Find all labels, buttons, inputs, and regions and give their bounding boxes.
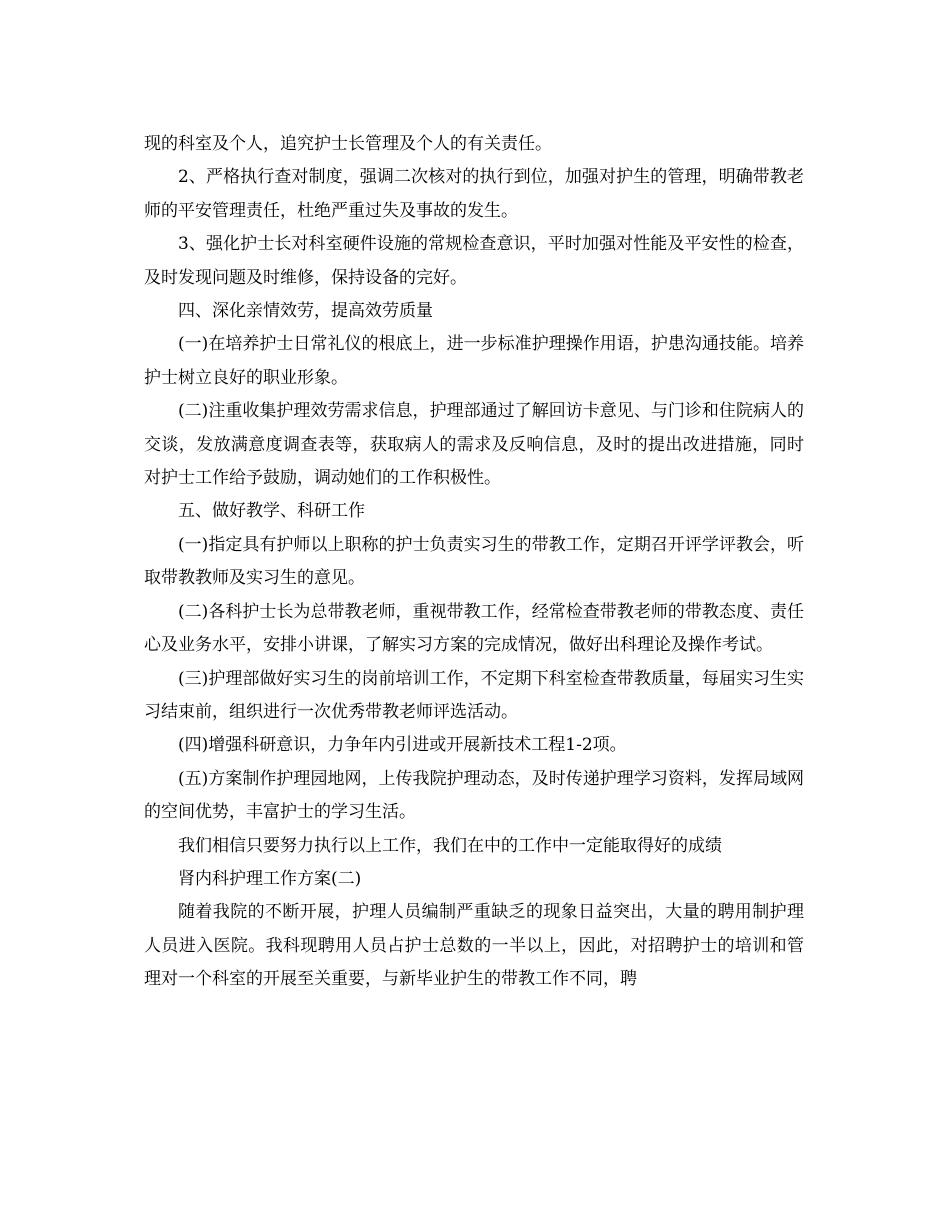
paragraph-5: (一)在培养护士日常礼仪的根底上，进一步标准护理操作用语，护患沟通技能。培养护士树立良好的职业形象。 [144,334,804,388]
document-body [144,128,804,997]
section-heading-5: 五、做好教学、科研工作 [178,501,365,522]
paragraph-13: 我们相信只要努力执行以上工作，我们在中的工作中一定能取得好的成绩 [178,835,722,856]
paragraph-1: 现的科室及个人，追究护士长管理及个人的有关责任。 [144,134,552,154]
paragraph-6: (二)注重收集护理效劳需求信息，护理部通过了解回访卡意见、与门诊和住院病人的交谈，发放满意度调查表等，获取病人的需求及反响信息，及时的提出改进措施，同时对护士工作给予鼓励，调动她们的工作积极性。 [144,401,804,489]
paragraph-2: 2、严格执行查对制度，强调二次核对的执行到位，加强对护生的管理，明确带教老师的平安管理责任，杜绝严重过失及事故的发生。 [144,167,804,221]
paragraph-12: (五)方案制作护理园地网，上传我院护理动态，及时传递护理学习资料，发挥局域网的空间优势，丰富护士的学习生活。 [144,768,804,823]
section-heading-4: 四、深化亲情效劳，提高效劳质量 [178,301,433,322]
paragraph-10: (三)护理部做好实习生的岗前培训工作，不定期下科室检查带教质量，每届实习生实习结束前，组织进行一次优秀带教老师评选活动。 [144,668,804,722]
document-subtitle: 肾内科护理工作方案(二) [178,868,362,889]
paragraph-15: 随着我院的不断开展，护理人员编制严重缺乏的现象日益突出，大量的聘用制护理人员进入医院。我科现聘用人员占护士总数的一半以上，因此，对招聘护士的培训和管理对一个科室的开展至关重要，与新毕业护生的带教工作不同，聘 [144,902,804,990]
paragraph-8: (一)指定具有护师以上职称的护士负责实习生的带教工作，定期召开评学评教会，听取带教教师及实习生的意见。 [144,534,804,589]
paragraph-3: 3、强化护士长对科室硬件设施的常规检查意识，平时加强对性能及平安性的检查，及时发现问题及时维修，保持设备的完好。 [144,234,804,288]
paragraph-11: (四)增强科研意识，力争年内引进或开展新技术工程1-2项。 [178,735,627,756]
paragraph-9: (二)各科护士长为总带教老师，重视带教工作，经常检查带教老师的带教态度、责任心及业务水平，安排小讲课，了解实习方案的完成情况，做好出科理论及操作考试。 [144,601,804,656]
